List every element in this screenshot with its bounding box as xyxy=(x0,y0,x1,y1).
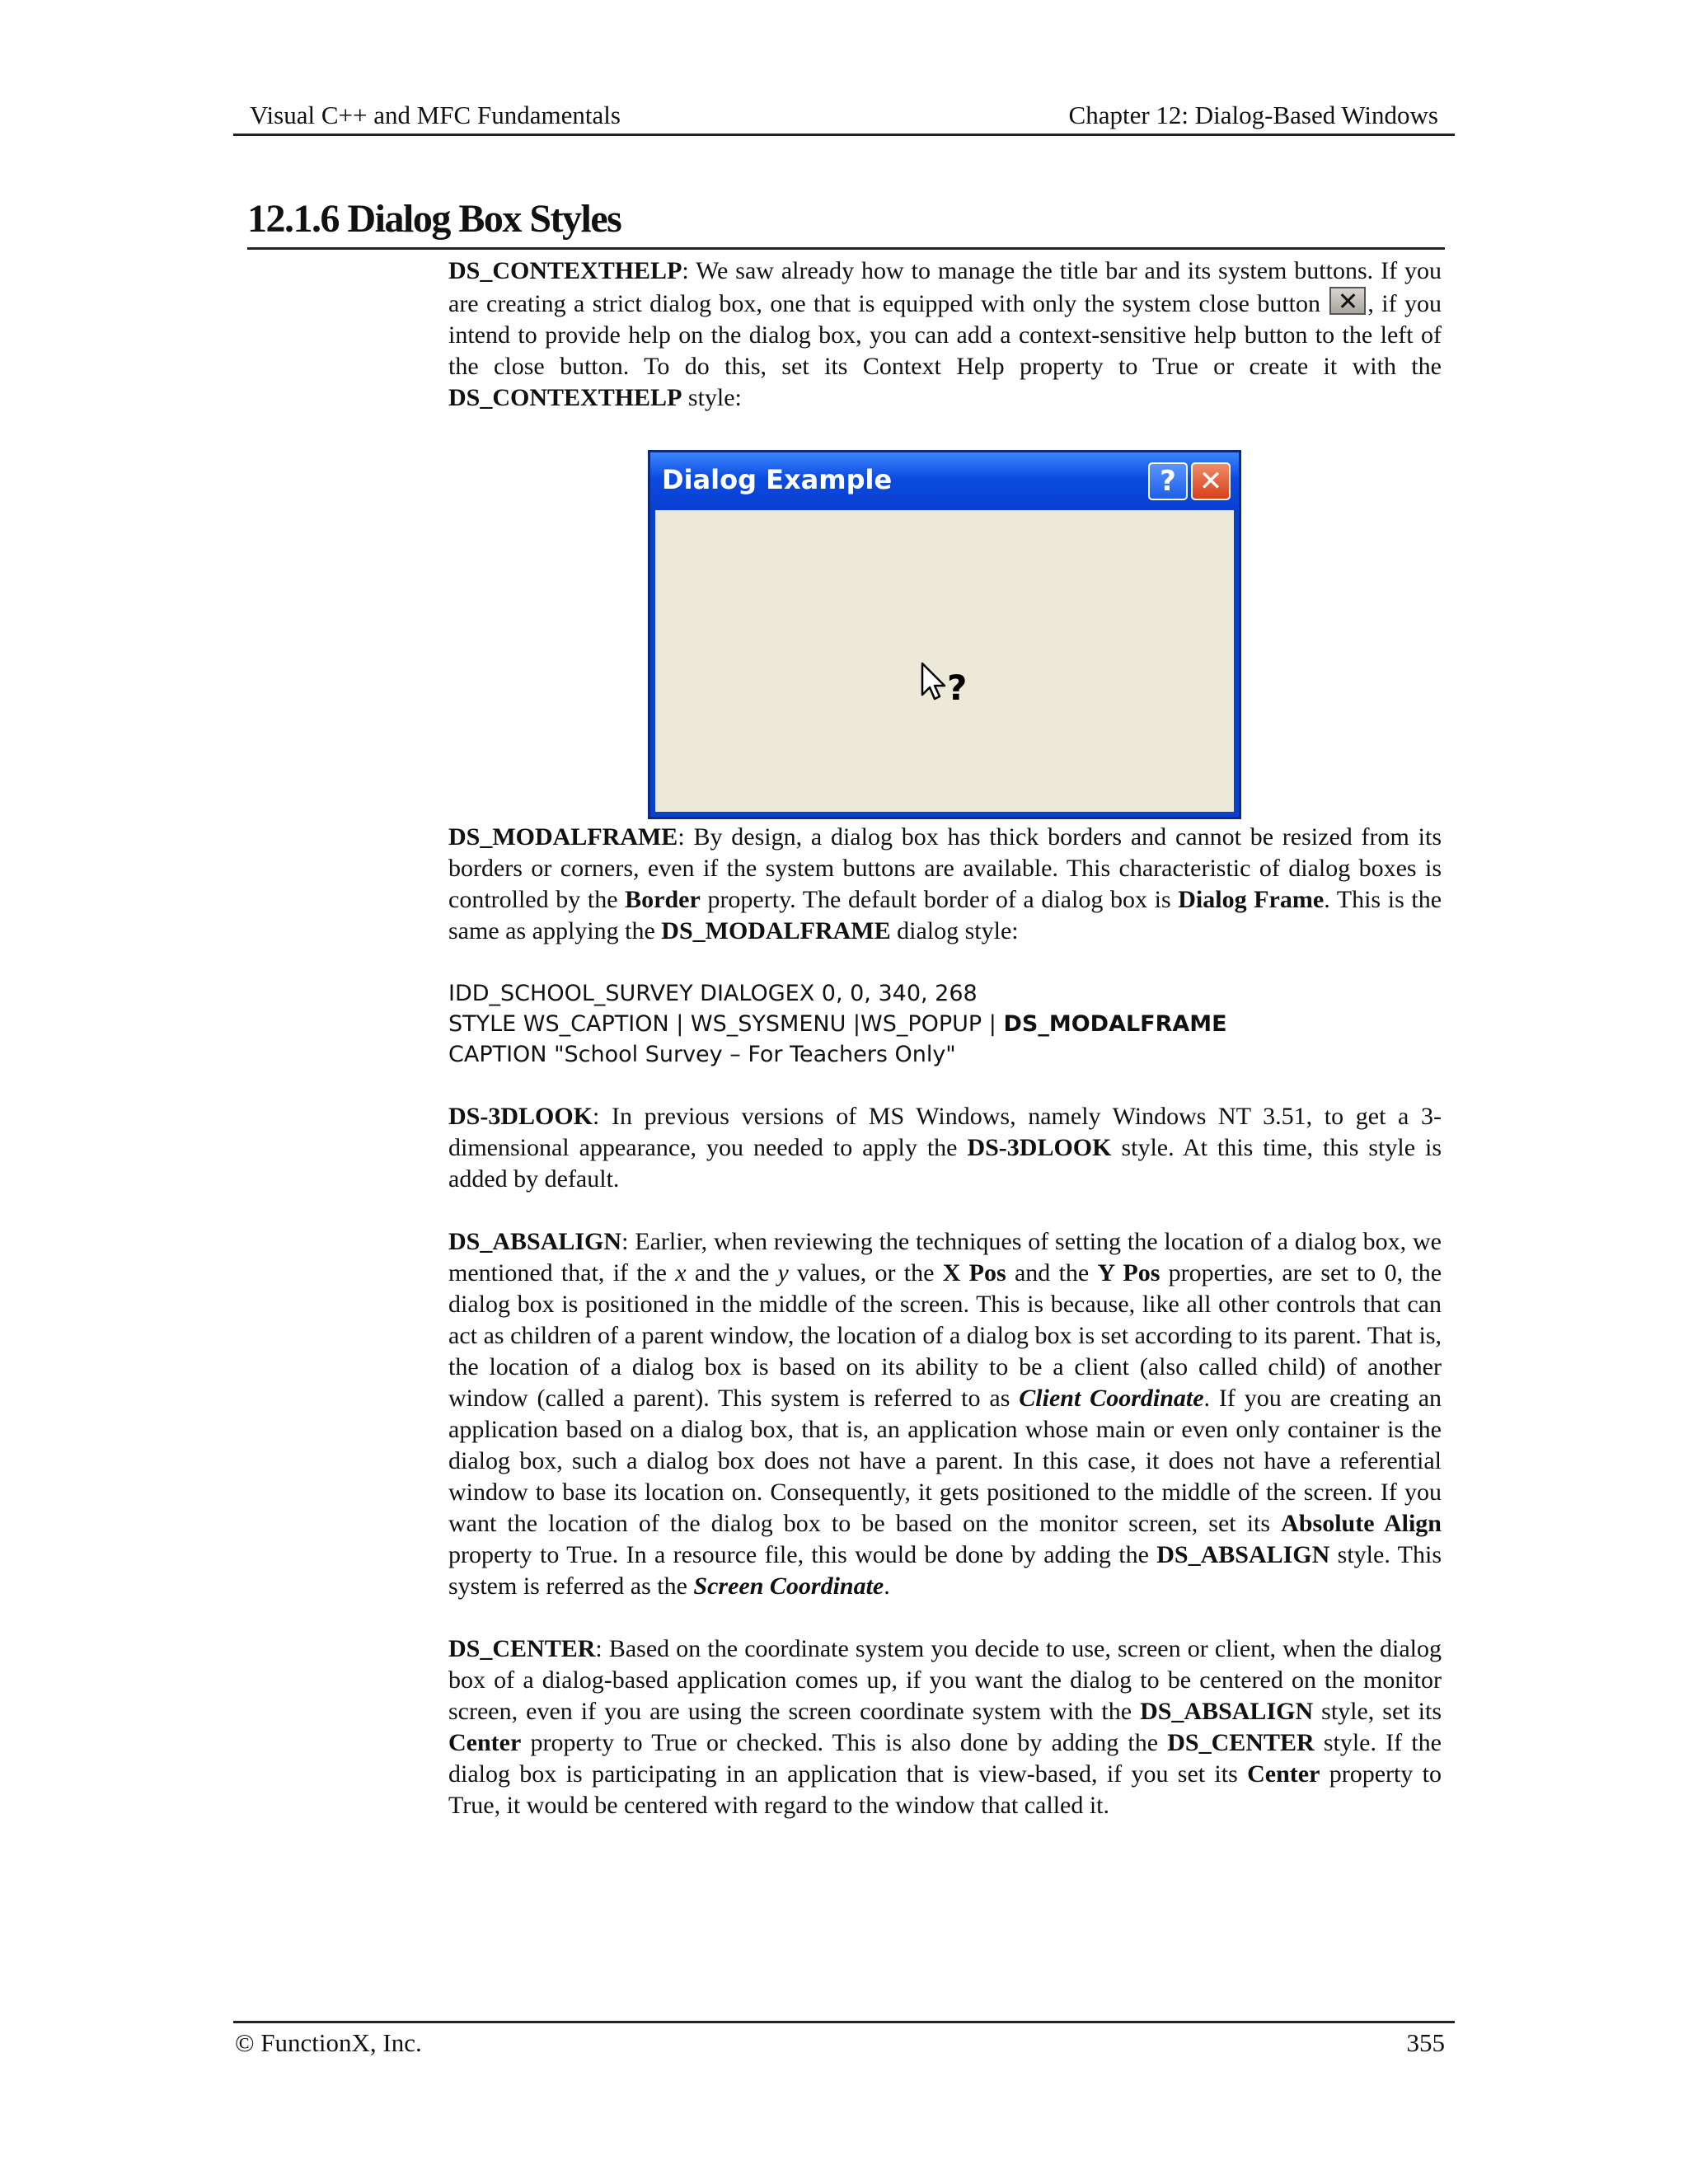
paragraph-text: property. The default border of a dialog box is xyxy=(700,886,1179,913)
paragraph-text: . xyxy=(884,1572,890,1600)
paragraph-text: style: xyxy=(682,384,742,411)
paragraph-text: and the xyxy=(1006,1259,1098,1286)
paragraph-text: : We saw already how to manage the title bar and its system buttons. If you are creating a strict dialog box, one that is equipped with only the system close button xyxy=(448,257,1442,317)
code-line: IDD_SCHOOL_SURVEY DIALOGEX 0, 0, 340, 268 xyxy=(448,981,978,1006)
paragraph-modalframe xyxy=(448,822,1442,947)
footer-copyright: © FunctionX, Inc. xyxy=(235,2028,422,2057)
paragraph-text: : By design, a dialog box has thick borders and cannot be resized from its borders or corners, even if the system buttons are available. This characteristic of dialog boxes is controlled by the xyxy=(448,823,1442,913)
bold-italic-term: Client Coordinate xyxy=(1019,1385,1204,1412)
paragraph-text: and the xyxy=(686,1259,778,1286)
page-footer xyxy=(233,2021,1455,2064)
term-ds-absalign: DS_ABSALIGN xyxy=(448,1228,622,1255)
bold-term: DS_MODALFRAME xyxy=(661,917,891,944)
dialog-client-area xyxy=(655,510,1234,812)
bold-term: DS_ABSALIGN xyxy=(1140,1698,1314,1725)
bold-italic-term: Screen Coordinate xyxy=(693,1572,884,1600)
italic-term: x xyxy=(675,1259,687,1286)
bold-term: X Pos xyxy=(942,1259,1006,1286)
bold-term: DS-3DLOOK xyxy=(967,1134,1112,1161)
bold-term: DS_CENTER xyxy=(1167,1729,1315,1756)
page-header xyxy=(233,97,1455,136)
dialog-title: Dialog Example xyxy=(662,464,893,495)
page-number: 355 xyxy=(1406,2028,1445,2057)
paragraph-text: . If you are creating an application based on a dialog box, that is, an application whose main or even only container is the dialog box, such a dialog box does not have a parent. In this case, it does not have a referential window to base its location on. Consequently, it gets positioned to the middle of the screen. If you want the location of the dialog box to be based on the monitor screen, set its xyxy=(448,1385,1442,1537)
term-ds-contexthelp: DS_CONTEXTHELP xyxy=(448,257,682,284)
paragraph-text: property to True or checked. This is also done by adding the xyxy=(521,1729,1168,1756)
paragraph-text: values, or the xyxy=(788,1259,943,1286)
paragraph-text: : In previous versions of MS Windows, namely Windows NT 3.51, to get a 3-dimensional appearance, you needed to apply the xyxy=(448,1103,1442,1161)
page-content xyxy=(448,255,1442,1821)
bold-term: Y Pos xyxy=(1097,1259,1160,1286)
bold-term: Center xyxy=(448,1729,522,1756)
context-help-button[interactable]: ? xyxy=(1148,462,1188,500)
paragraph-text: . This is the same as applying the xyxy=(448,886,1442,944)
help-cursor-icon xyxy=(921,662,978,711)
paragraph-text: , if you intend to provide help on the dialog box, you can add a context-sensitive help button to the left of the close button. To do this, set its Context Help property to True or create it with the xyxy=(448,290,1442,380)
code-line xyxy=(448,1009,1442,1039)
term-ds-3dlook: DS-3DLOOK xyxy=(448,1103,593,1130)
bold-term: DS_ABSALIGN xyxy=(1156,1541,1330,1568)
paragraph-text: style. At this time, this style is added by default. xyxy=(448,1134,1442,1193)
figure-dialog-example xyxy=(448,414,1442,822)
paragraph-center xyxy=(448,1633,1442,1821)
close-button-icon xyxy=(1329,287,1366,315)
paragraph-text: dialog style: xyxy=(890,917,1019,944)
close-button[interactable]: ✕ xyxy=(1191,462,1231,500)
section-title: 12.1.6 Dialog Box Styles xyxy=(247,191,1445,250)
paragraph-text: style, set its xyxy=(1313,1698,1442,1725)
bold-term: Border xyxy=(625,886,701,913)
bold-term: Dialog Frame xyxy=(1178,886,1325,913)
paragraph-text: property to True. In a resource file, this would be done by adding the xyxy=(448,1541,1157,1568)
dialog-window xyxy=(648,450,1241,819)
paragraph-3dlook xyxy=(448,1101,1442,1195)
italic-term: y xyxy=(777,1259,789,1286)
code-text: STYLE WS_CAPTION | WS_SYSMENU |WS_POPUP | xyxy=(448,1011,1004,1037)
term-ds-center: DS_CENTER xyxy=(448,1635,596,1662)
paragraph-text: property to True, it would be centered with regard to the window that called it. xyxy=(448,1760,1442,1819)
paragraph-text: : Based on the coordinate system you decide to use, screen or client, when the dialog box of a dialog-based application comes up, if you want the dialog to be centered on the monitor screen, even if you are using the screen coordinate system with the xyxy=(448,1635,1442,1725)
code-bold-text: DS_MODALFRAME xyxy=(1003,1011,1227,1037)
paragraph-contexthelp xyxy=(448,255,1442,414)
paragraph-text: properties, are set to 0, the dialog box is positioned in the middle of the screen. This is because, like all other controls that can act as children of a parent window, the location of a dialog box is set according to its parent. That is, the location of a dialog box is based on its ability to be a client (also called child) of another window (called a parent). This system is referred to as xyxy=(448,1259,1442,1412)
bold-term: Absolute Align xyxy=(1281,1510,1442,1537)
bold-term: DS_CONTEXTHELP xyxy=(448,384,682,411)
header-chapter-title: Chapter 12: Dialog-Based Windows xyxy=(1068,101,1438,129)
paragraph-text: style. This system is referred as the xyxy=(448,1541,1442,1600)
bold-term: Center xyxy=(1247,1760,1320,1788)
header-book-title: Visual C++ and MFC Fundamentals xyxy=(250,101,621,129)
term-ds-modalframe: DS_MODALFRAME xyxy=(448,823,678,851)
code-line: CAPTION "School Survey – For Teachers Only" xyxy=(448,1042,956,1067)
paragraph-text: style. If the dialog box is participating in an application that is view-based, if you set its xyxy=(448,1729,1442,1788)
svg-text:?: ? xyxy=(947,668,968,708)
paragraph-absalign xyxy=(448,1226,1442,1602)
paragraph-text: : Earlier, when reviewing the techniques of setting the location of a dialog box, we mentioned that, if the xyxy=(448,1228,1442,1286)
dialog-titlebar xyxy=(650,452,1239,510)
code-listing xyxy=(448,978,1442,1070)
